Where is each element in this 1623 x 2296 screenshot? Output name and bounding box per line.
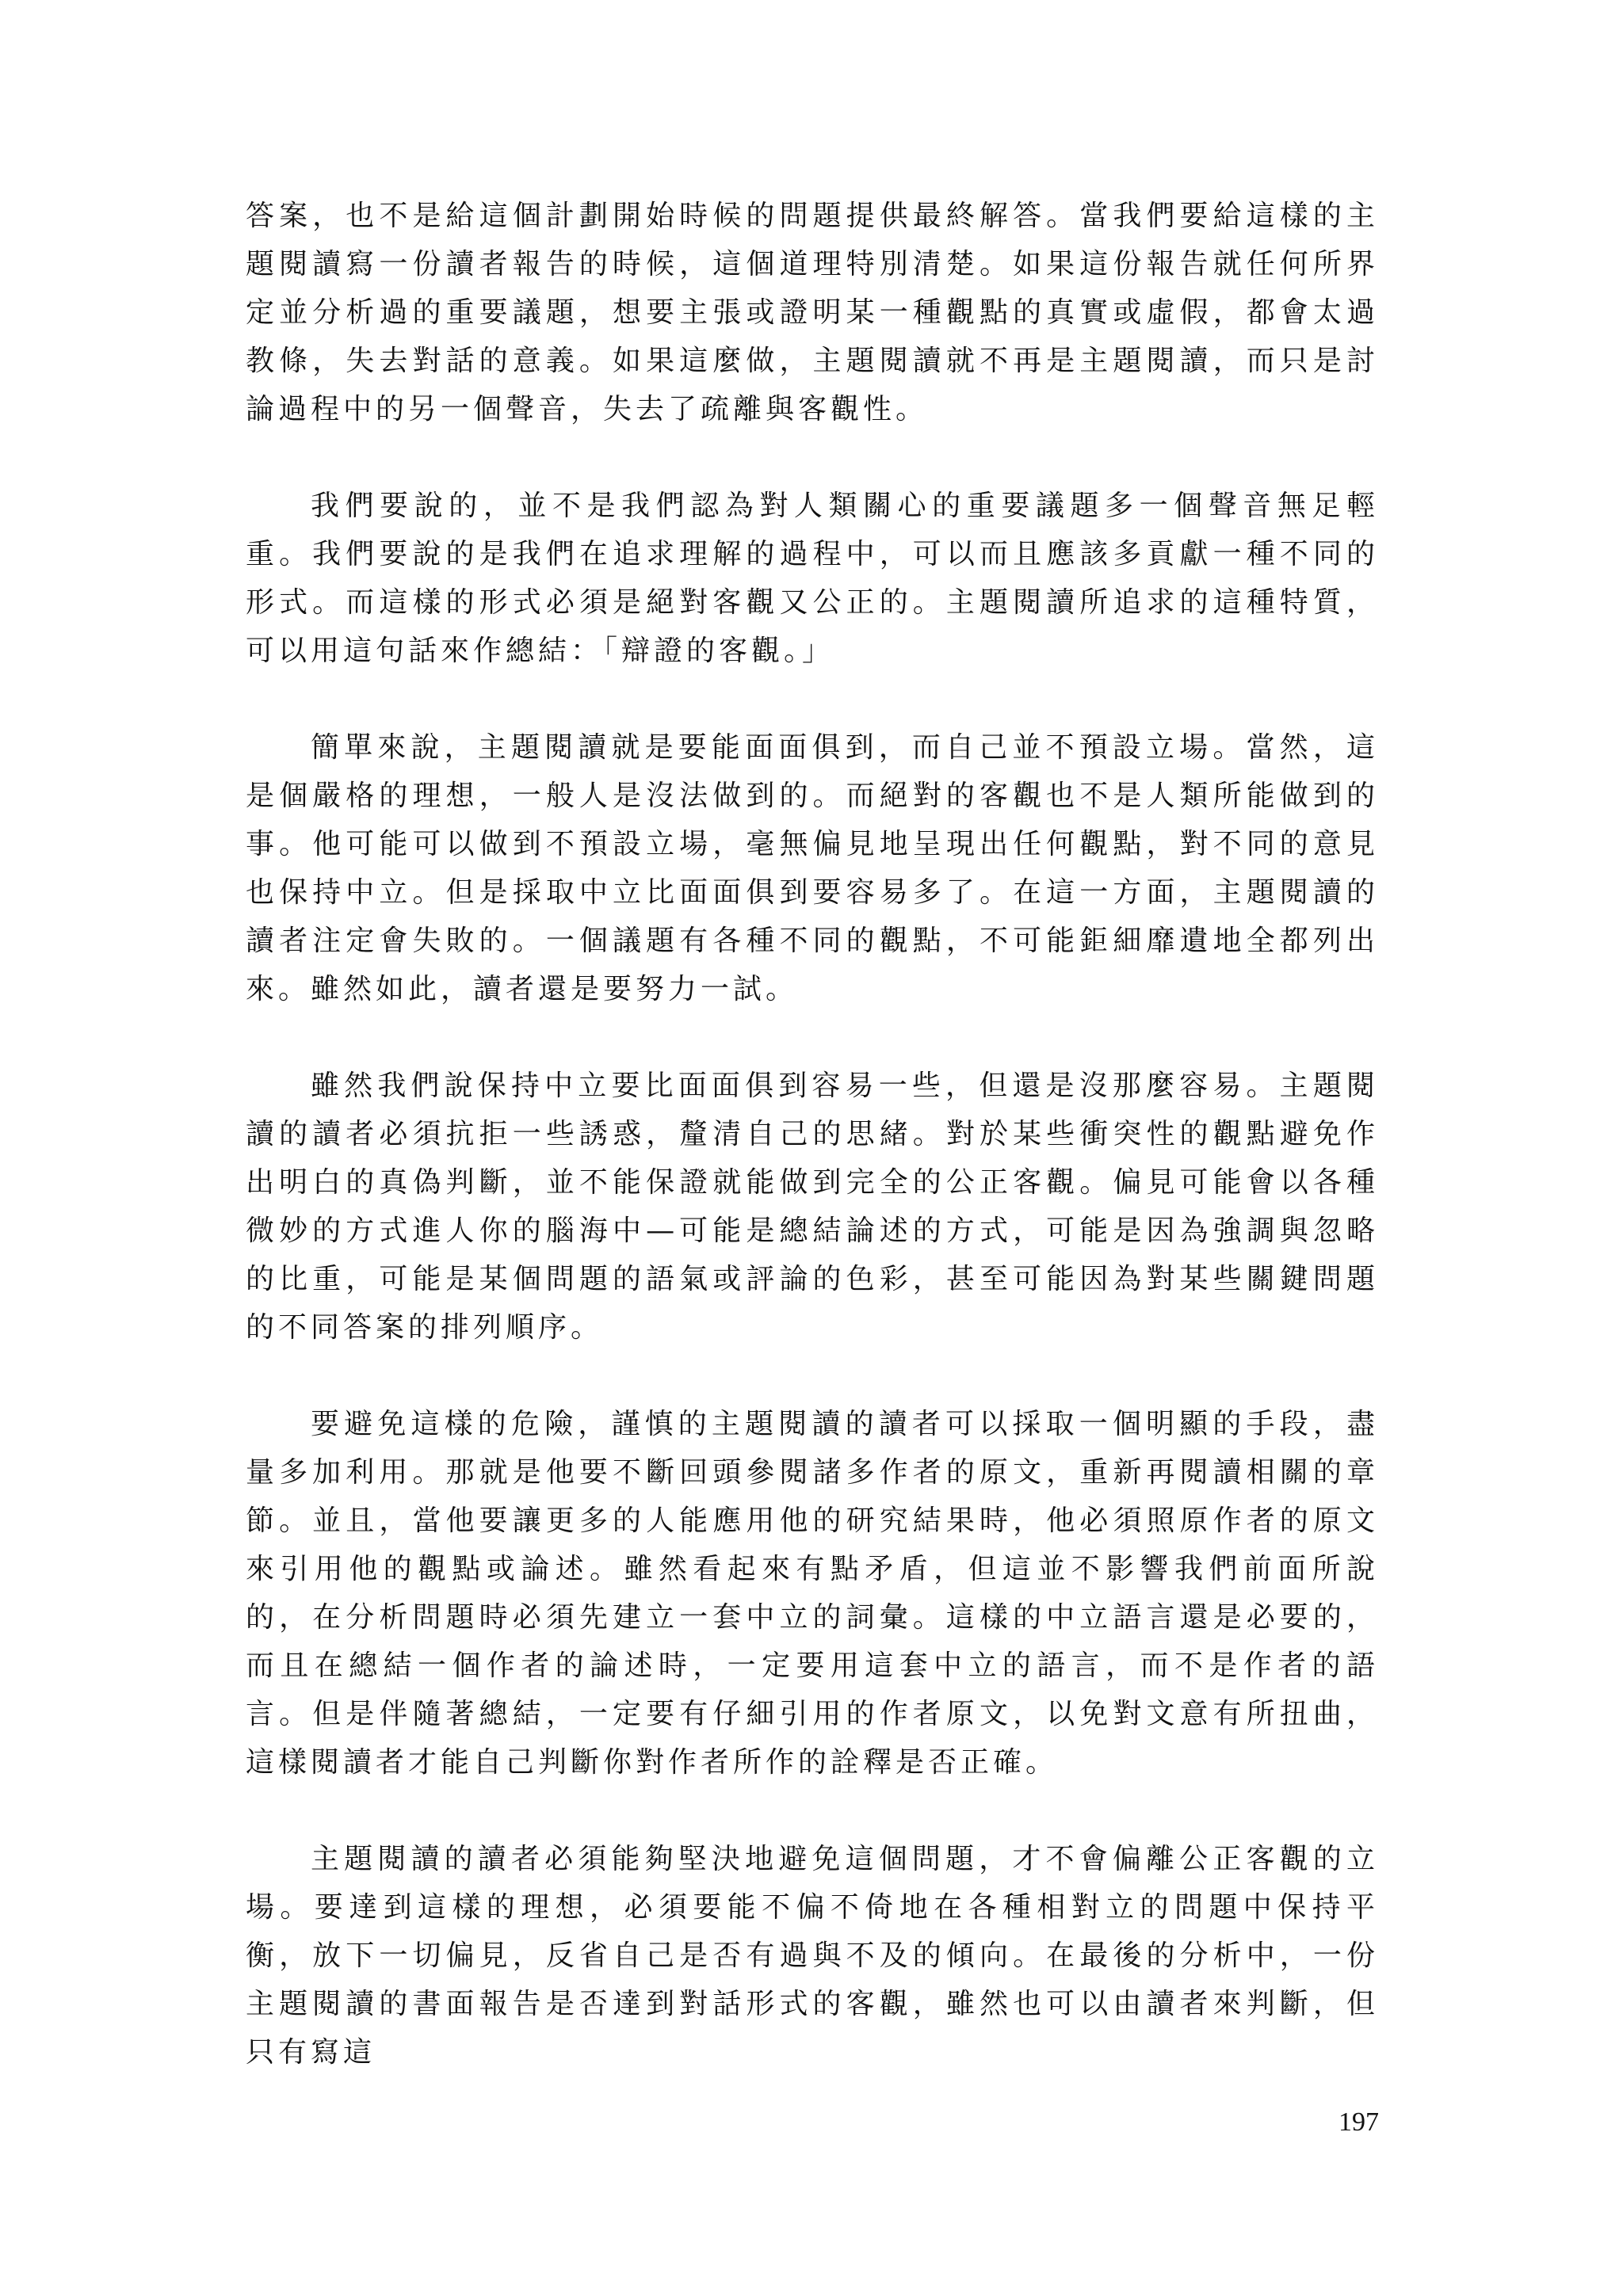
paragraph: 我們要說的，並不是我們認為對人類關心的重要議題多一個聲音無足輕重。我們要說的是我們在追求理解的過程中，可以而且應該多貢獻一種不同的形式。而這樣的形式必須是絕對客觀又公正的。主題閱讀所追求的這種特質，可以用這句話來作總結：「辯證的客觀。」 <box>246 490 1379 667</box>
paragraph: 要避免這樣的危險，謹慎的主題閱讀的讀者可以採取一個明顯的手段，盡量多加利用。那就是他要不斷回頭參閱諸多作者的原文，重新再閱讀相關的章節。並且，當他要讓更多的人能應用他的研究結果時，他必須照原作者的原文來引用他的觀點或論述。雖然看起來有點矛盾，但這並不影響我們前面所說的，在分析問題時必須先建立一套中立的詞彙。這樣的中立語言還是必要的，而且在總結一個作者的論述時，一定要用這套中立的語言，而不是作者的語言。但是伴隨著總結，一定要有仔細引用的作者原文，以免對文意有所扭曲，這樣閱讀者才能自己判斷你對作者所作的詮釋是否正確。 <box>246 1408 1379 1779</box>
paragraph: 簡單來說，主題閱讀就是要能面面俱到，而自己並不預設立場。當然，這是個嚴格的理想，一般人是沒法做到的。而絕對的客觀也不是人類所能做到的事。他可能可以做到不預設立場，毫無偏見地呈現出任何觀點，對不同的意見也保持中立。但是採取中立比面面俱到要容易多了。在這一方面，主題閱讀的讀者注定會失敗的。一個議題有各種不同的觀點，不可能鉅細靡遺地全都列出來。雖然如此，讀者還是要努力一試。 <box>246 731 1379 1005</box>
paragraph: 雖然我們說保持中立要比面面俱到容易一些，但還是沒那麼容易。主題閱讀的讀者必須抗拒一些誘惑，釐清自己的思緒。對於某些衝突性的觀點避免作出明白的真偽判斷，並不能保證就能做到完全的公正客觀。偏見可能會以各種微妙的方式進人你的腦海中—可能是總結論述的方式，可能是因為強調與忽略的比重，可能是某個問題的語氣或評論的色彩，甚至可能因為對某些關鍵問題的不同答案的排列順序。 <box>246 1070 1379 1344</box>
paragraph: 主題閱讀的讀者必須能夠堅決地避免這個問題，才不會偏離公正客觀的立場。要達到這樣的理想，必須要能不偏不倚地在各種相對立的問題中保持平衡，放下一切偏見，反省自己是否有過與不及的傾向。在最後的分析中，一份主題閱讀的書面報告是否達到對話形式的客觀，雖然也可以由讀者來判斷，但只有寫這 <box>246 1843 1379 2069</box>
page-number: 197 <box>1338 2107 1379 2137</box>
body-text <box>246 192 1379 2077</box>
paragraph-continued: 答案，也不是給這個計劃開始時候的問題提供最終解答。當我們要給這樣的主題閱讀寫一份讀者報告的時候，這個道理特別清楚。如果這份報告就任何所界定並分析過的重要議題，想要主張或證明某一種觀點的真實或虛假，都會太過教條，失去對話的意義。如果這麼做，主題閱讀就不再是主題閱讀，而只是討論過程中的另一個聲音，失去了疏離與客觀性。 <box>246 200 1379 425</box>
